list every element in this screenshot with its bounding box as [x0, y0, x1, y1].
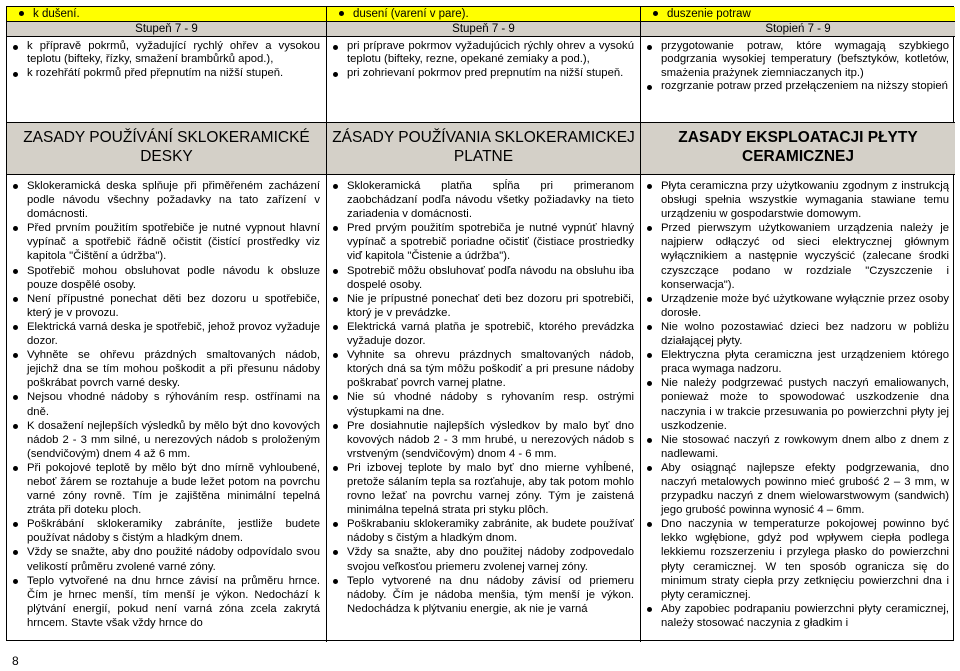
rule-item: Vyhnite sa ohrevu prázdnych smaltovaných nádob, ktorých dná sa tým môžu poškodiť a pri presune nádoby poškrabať povrch varnej platne.	[327, 348, 634, 390]
heading-cz: ZASADY POUŽÍVÁNÍ SKLOKERAMICKÉ DESKY	[7, 123, 327, 175]
rule-item: Teplo vytvorené na dnu nádoby závisí od priemeru nádoby. Čím je nádoba menšia, tým menší je výkon. Nedochádza k plýtvaniu energie, ak nie je varná	[327, 574, 634, 616]
rule-item: Nejsou vhodné nádoby s rýhováním resp. ostřínami na dně.	[7, 390, 320, 418]
document-table	[6, 6, 954, 641]
rule-item: Przed pierwszym użytkowaniem urządzenia należy je najpierw odłączyć od sieci elektrycznej głównym wyłącznikiem a następnie wyczyścić (zalecane środki czyszczące podano w rozdziale "Czyszczenie i konserwacja").	[641, 221, 949, 291]
top-cell-sk	[327, 7, 641, 22]
rule-item: K dosažení nejlepších výsledků by mělo být dno kovových nádob 2 - 3 mm silné, u nerezových nádob s proloženým (sendvičovým) dnem 4 až 6 mm.	[7, 419, 320, 461]
rule-item: Aby zapobiec podrapaniu powierzchni płyty ceramicznej, należy stosować naczynia z gładkim i	[641, 602, 949, 630]
rules-pl	[641, 175, 955, 642]
rule-item: Dno naczynia w temperaturze pokojowej powinno być lekko wgłębione, gdyż pod wpływem ciepła podlega lekkiemu rozszerzeniu i przylega płasko do powierzchni płyty ceramicznej. W ten sposób ogranicza się do minimum straty ciepła przy zetknięciu powierzchni dna i płyty ceramicznej.	[641, 517, 949, 602]
rule-item: Pri izbovej teplote by malo byť dno mierne vyhĺbené, pretože sálaním tepla sa rozťahuje, aby tak potom mohlo rovno ležať na povrchu varnej zóny. Tým je zaistená minimálna tepelná strata pri styku plôch.	[327, 461, 634, 517]
rule-item: Nie wolno pozostawiać dzieci bez nadzoru w pobliżu działającej płyty.	[641, 320, 949, 348]
rule-item: Nie sú vhodné nádoby s ryhovaním resp. ostrými výstupkami na dne.	[327, 390, 634, 418]
rule-item: Není přípustné ponechat děti bez dozoru u spotřebiče, který je v provozu.	[7, 292, 320, 320]
intro-item: przygotowanie potraw, które wymagają szybkiego podgrzania wysokiej temperatury (befsztyków, kotletów, smażenia prażynek ziemniaczanych itp.)	[641, 40, 949, 80]
intro-sk	[327, 37, 641, 123]
rule-item: Sklokeramická deska splňuje při přiměřeném zacházení podle návodu všechny požadavky na tato zařízení v domácnosti.	[7, 179, 320, 221]
rule-item: Płyta ceramiczna przy użytkowaniu zgodnym z instrukcją obsługi spełnia wszystkie wymagania stawiane temu urządzeniu w gospodarstwie domowym.	[641, 179, 949, 221]
rule-item: Urządzenie może być użytkowane wyłącznie przez osoby dorosłe.	[641, 292, 949, 320]
stage-sk: Stupeň 7 - 9	[327, 22, 641, 37]
rules-cz	[7, 175, 327, 642]
rule-item: Před prvním použitím spotřebiče je nutné vypnout hlavní vypínač a spotřebič řádně očistit (čistící prostředky viz kapitola "Čištění a údržba").	[7, 221, 320, 263]
rule-item: Nie należy podgrzewać pustych naczyń emaliowanych, ponieważ może to spowodować uszkodzenie dna naczynia i w trakcie przesuwania po powierzchni płyty jej uszkodzenie.	[641, 376, 949, 432]
top-item-cz: k dušení.	[13, 7, 326, 21]
stage-pl: Stopień 7 - 9	[641, 22, 955, 37]
intro-item: k rozehřátí pokrmů před přepnutím na nižší stupeň.	[7, 67, 320, 80]
top-cell-cz	[7, 7, 327, 22]
heading-pl: ZASADY EKSPLOATACJI PŁYTY CERAMICZNEJ	[641, 123, 955, 175]
intro-item: rozgrzanie potraw przed przełączeniem na niższy stopień	[641, 80, 949, 93]
page-number: 8	[12, 654, 19, 668]
rule-item: Elektrická varná deska je spotřebič, jehož provoz vyžaduje dozor.	[7, 320, 320, 348]
rule-item: Při pokojové teplotě by mělo být dno mírně vyhloubené, neboť žárem se roztahuje a bude ležet potom na povrchu varné zóny rovně. Tím je zajištěna minimální tepelná ztráta při doteku ploch.	[7, 461, 320, 517]
rule-item: Pre dosiahnutie najlepších výsledkov by malo byť dno kovových nádob 2 - 3 mm hrubé, u nerezových nádob s vrstveným (sendvičovým) dnom 4 - 6 mm.	[327, 419, 634, 461]
rule-item: Vyhněte se ohřevu prázdných smaltovaných nádob, jejichž dna se tím mohou poškodit a při přesunu nádoby poškrábat povrch varné desky.	[7, 348, 320, 390]
rule-item: Nie je prípustné ponechať deti bez dozoru pri spotrebiči, ktorý je v prevádzke.	[327, 292, 634, 320]
rule-item: Teplo vytvořené na dnu hrnce závisí na průměru hrnce. Čím je hrnec menší, tím menší je výkon. Nedochází k plýtvání energií, pokud není varná zóna zcela zakrytá hrncem. Stavte však vždy hrnce do	[7, 574, 320, 630]
top-item-pl: duszenie potraw	[647, 7, 955, 21]
rules-list-pl	[641, 179, 949, 630]
intro-pl	[641, 37, 955, 123]
top-cell-pl	[641, 7, 955, 22]
rule-item: Spotrebič môžu obsluhovať podľa návodu na obsluhu iba dospelé osoby.	[327, 264, 634, 292]
rules-sk	[327, 175, 641, 642]
intro-item: pri zohrievaní pokrmov pred prepnutím na nižší stupeň.	[327, 67, 634, 80]
rule-item: Elektryczna płyta ceramiczna jest urządzeniem którego praca wymaga nadzoru.	[641, 348, 949, 376]
rule-item: Poškrábání sklokeramiky zabráníte, jestliže budete používat nádoby s čistým a hladkým dnem.	[7, 517, 320, 545]
intro-cz	[7, 37, 327, 123]
rule-item: Elektrická varná platňa je spotrebič, ktorého prevádzka vyžaduje dozor.	[327, 320, 634, 348]
stage-cz: Stupeň 7 - 9	[7, 22, 327, 37]
intro-item: k přípravě pokrmů, vyžadující rychlý ohřev a vysokou teplotu (bifteky, řízky, smažení brambůrků apod.),	[7, 40, 320, 67]
rule-item: Spotřebič mohou obsluhovat podle návodu k obsluze pouze dospělé osoby.	[7, 264, 320, 292]
intro-item: pri príprave pokrmov vyžadujúcich rýchly ohrev a vysokú teplotu (bifteky, rezne, opekané zemiaky a pod.),	[327, 40, 634, 67]
rule-item: Poškrabaniu sklokeramiky zabránite, ak budete používať nádoby s čistým a hladkým dnom.	[327, 517, 634, 545]
rule-item: Sklokeramická platňa spĺňa pri primeranom zaobchádzaní podľa návodu všetky požiadavky na tieto zariadenia v domácnosti.	[327, 179, 634, 221]
top-item-sk: dusení (varení v pare).	[333, 7, 640, 21]
rule-item: Vždy se snažte, aby dno použité nádoby odpovídalo svou velikostí průměru zvolené varné zóny.	[7, 545, 320, 573]
rule-item: Nie stosować naczyń z rowkowym dnem albo z dnem z nadlewami.	[641, 433, 949, 461]
heading-sk: ZÁSADY POUŽÍVANIA SKLOKERAMICKEJ PLATNE	[327, 123, 641, 175]
rule-item: Vždy sa snažte, aby dno použitej nádoby zodpovedalo svojou veľkosťou priemeru zvolenej varnej zóny.	[327, 545, 634, 573]
rule-item: Pred prvým použitím spotrebiča je nutné vypnúť hlavný vypínač a spotrebič poriadne očistiť (čistiace prostriedky viď kapitola "Čistenie a údržba").	[327, 221, 634, 263]
rule-item: Aby osiągnąć najlepsze efekty podgrzewania, dno naczyń metalowych powinno mieć grubość 2 – 3 mm, w przypadku naczyń z dnem wielowarstwowym (sandwich) jego grubość powinna wynosić 4 – 6mm.	[641, 461, 949, 517]
rules-list-cz	[7, 179, 320, 630]
rules-list-sk	[327, 179, 634, 616]
